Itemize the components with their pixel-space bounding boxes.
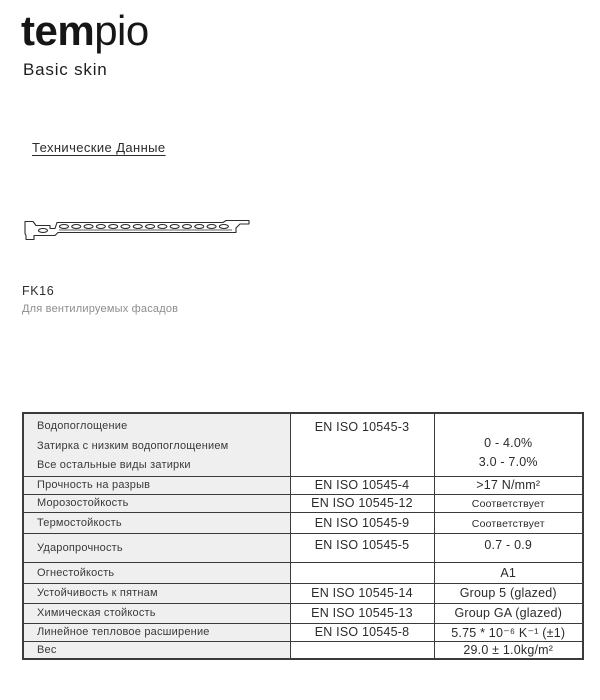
table-row-thermal-resistance [23,512,583,533]
profile-cavity [60,225,69,229]
profile-cavity [133,225,142,229]
value-line: 3.0 - 7.0% [478,455,538,469]
value-cell: 5.75 * 10⁻⁶ K⁻¹ (±1) [434,623,583,641]
logo-text-bold: tem [21,7,95,54]
profile-cavity [170,225,179,229]
value-text: Соответствует [471,517,545,530]
standard-cell [290,562,434,583]
profile-cavity [109,225,118,229]
property-line: Затирка с низким водопоглощением [37,439,229,452]
standard-cell: EN ISO 10545-12 [290,494,434,512]
table-row-stain-resistance [23,583,583,603]
standard-cell: EN ISO 10545-4 [290,476,434,494]
standard-cell: EN ISO 10545-9 [290,512,434,533]
profile-cavity [146,225,155,229]
table-row-frost-resistance [23,494,583,512]
property-line: Водопоглощение [37,420,128,432]
table-row-fire-resistance [23,562,583,583]
property-cell: Химическая стойкость [23,603,290,623]
product-line-title: Basic skin [23,60,108,79]
profile-cavity [96,225,105,229]
standard-cell: EN ISO 10545-5 [290,533,434,562]
product-code: FK16 [22,284,55,298]
value-cell: 29.0 ± 1.0kg/m² [434,641,583,659]
property-cell: Морозостойкость [23,494,290,512]
property-cell: Ударопрочность [23,533,290,562]
technical-specs-table [22,412,584,660]
property-cell: Линейное тепловое расширение [23,623,290,641]
value-line [435,414,583,434]
value-cell: Group GA (glazed) [434,603,583,623]
value-cell: Group 5 (glazed) [434,583,583,603]
table-row-impact-resistance [23,533,583,562]
standard-cell [290,641,434,659]
value-cell [434,512,583,533]
profile-cavity [207,225,216,229]
table-row-chemical-resistance [23,603,583,623]
property-cell: Прочность на разрыв [23,476,290,494]
profile-cavity [84,225,93,229]
profile-cavity [121,225,130,229]
property-cell [23,413,290,476]
value-text: Соответствует [471,498,545,510]
value-cell: 0.7 - 0.9 [434,533,583,562]
profile-cavity [158,225,167,229]
table-row-weight [23,641,583,659]
logo-text-light: pio [94,7,149,54]
property-cell: Вес [23,641,290,659]
standard-cell: EN ISO 10545-8 [290,623,434,641]
standard-cell: EN ISO 10545-14 [290,583,434,603]
standard-cell: EN ISO 10545-13 [290,603,434,623]
profile-cavity [219,225,228,229]
value-cell: >17 N/mm² [434,476,583,494]
profile-cavity [183,225,192,229]
value-cell [434,413,583,476]
table-row-linear-thermal-expansion [23,623,583,641]
standard-text: EN ISO 10545-3 [314,420,410,434]
standard-cell [290,413,434,476]
property-cell: Устойчивость к пятнам [23,583,290,603]
property-cell: Термостойкость [23,512,290,533]
tempio-logo [21,8,149,54]
profile-cross-section-drawing [22,218,252,243]
profile-cavity [195,225,204,229]
value-cell: A1 [434,562,583,583]
table-row-tensile-strength [23,476,583,494]
section-title-technical-data: Технические Данные [32,140,166,155]
value-cell [434,494,583,512]
property-cell: Огнестойкость [23,562,290,583]
product-description: Для вентилируемых фасадов [22,303,179,315]
property-line: Все остальные виды затирки [37,459,191,471]
profile-cavity [39,229,48,233]
table-row-water-absorption [23,413,583,476]
profile-cavity [72,225,81,229]
value-line: 0 - 4.0% [484,435,533,450]
